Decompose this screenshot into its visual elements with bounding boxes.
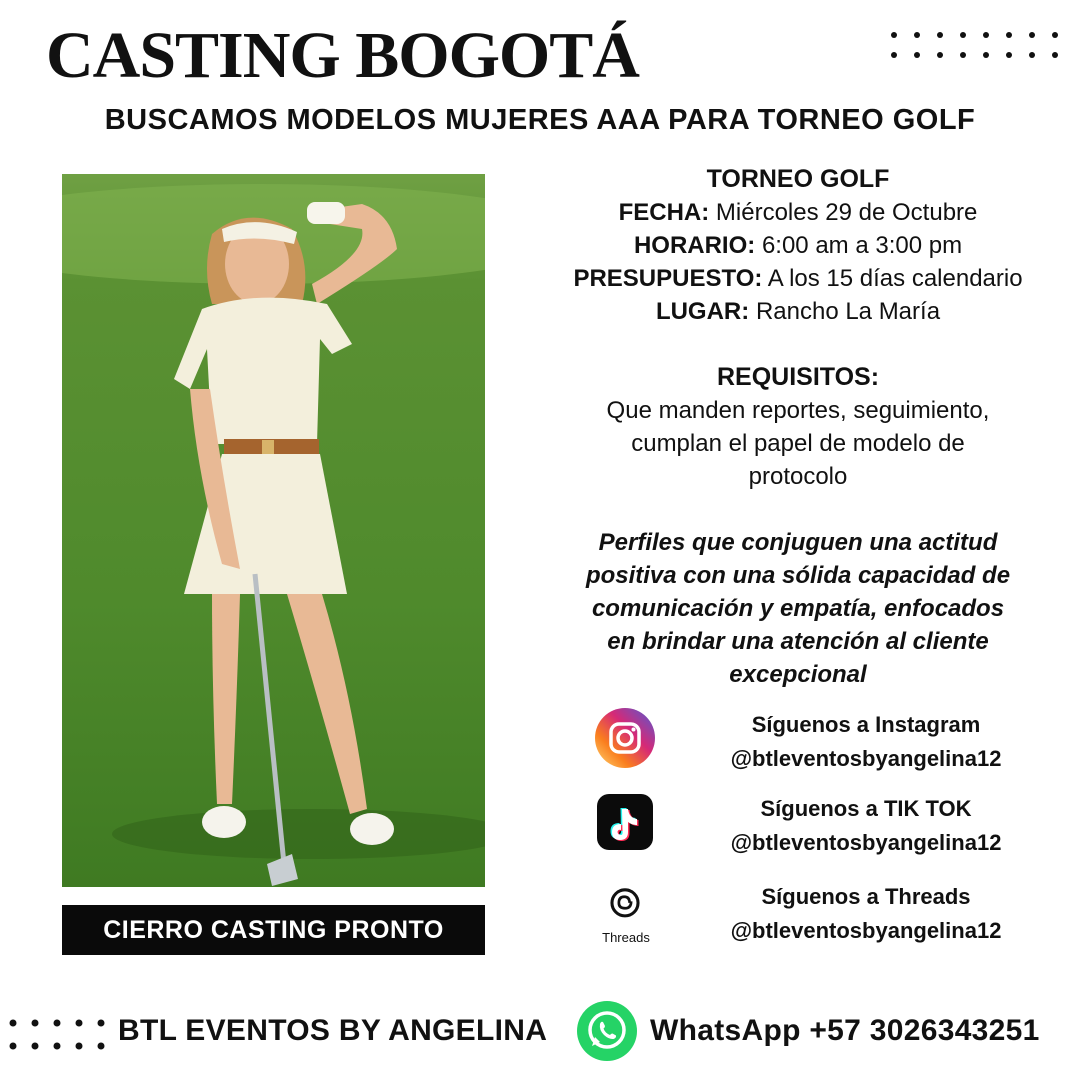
threads-icon bbox=[595, 886, 655, 932]
social-tiktok[interactable] bbox=[590, 792, 1070, 862]
requirements-line: Que manden reportes, seguimiento, bbox=[606, 397, 990, 424]
profile-description bbox=[520, 526, 1076, 691]
lugar-value: Rancho La María bbox=[755, 298, 941, 325]
event-heading: TORNEO GOLF bbox=[706, 165, 890, 193]
instagram-handle[interactable]: @btleventosbyangelina12 bbox=[730, 746, 1002, 771]
decorative-dots bbox=[8, 1017, 108, 1053]
threads-label: Síguenos a Threads bbox=[761, 884, 971, 909]
presupuesto-label: PRESUPUESTO: bbox=[573, 265, 763, 292]
fecha-row bbox=[520, 196, 1076, 229]
threads-handle[interactable]: @btleventosbyangelina12 bbox=[730, 918, 1002, 943]
decorative-dots bbox=[890, 30, 1070, 64]
requirements-line: cumplan el papel de modelo de bbox=[631, 430, 965, 457]
closing-soon-badge: CIERRO CASTING PRONTO bbox=[62, 905, 485, 955]
lugar-row bbox=[520, 295, 1076, 328]
profile-line: positiva con una sólida capacidad de bbox=[585, 562, 1011, 589]
social-threads[interactable] bbox=[590, 880, 1070, 950]
page-subtitle: BUSCAMOS MODELOS MUJERES AAA PARA TORNEO GOLF bbox=[104, 104, 976, 136]
horario-value: 6:00 am a 3:00 pm bbox=[761, 232, 963, 259]
tiktok-icon bbox=[595, 792, 655, 852]
instagram-label: Síguenos a Instagram bbox=[751, 712, 981, 737]
page-title: CASTING BOGOTÁ bbox=[46, 19, 639, 92]
fecha-value: Miércoles 29 de Octubre bbox=[715, 199, 978, 226]
instagram-icon bbox=[595, 708, 655, 768]
fecha-label: FECHA: bbox=[618, 199, 710, 226]
whatsapp-contact[interactable]: WhatsApp +57 3026343251 bbox=[650, 1014, 1040, 1047]
social-instagram[interactable] bbox=[590, 708, 1070, 778]
threads-icon-caption: Threads bbox=[602, 930, 650, 945]
requirements-line: protocolo bbox=[748, 463, 848, 490]
presupuesto-value: A los 15 días calendario bbox=[767, 265, 1023, 292]
profile-line: excepcional bbox=[729, 661, 867, 688]
presupuesto-row bbox=[520, 262, 1076, 295]
whatsapp-icon[interactable] bbox=[576, 1000, 638, 1062]
lugar-label: LUGAR: bbox=[655, 298, 750, 325]
requirements-heading: REQUISITOS: bbox=[716, 363, 880, 391]
footer-brand: BTL EVENTOS BY ANGELINA bbox=[118, 1014, 548, 1047]
event-info bbox=[520, 163, 1076, 691]
profile-line: Perfiles que conjuguen una actitud bbox=[598, 529, 998, 556]
tiktok-handle[interactable]: @btleventosbyangelina12 bbox=[730, 830, 1002, 855]
tiktok-label: Síguenos a TIK TOK bbox=[760, 796, 972, 821]
horario-row bbox=[520, 229, 1076, 262]
profile-line: en brindar una atención al cliente bbox=[607, 628, 989, 655]
golfer-photo bbox=[62, 174, 485, 887]
profile-line: comunicación y empatía, enfocados bbox=[591, 595, 1005, 622]
horario-label: HORARIO: bbox=[633, 232, 756, 259]
